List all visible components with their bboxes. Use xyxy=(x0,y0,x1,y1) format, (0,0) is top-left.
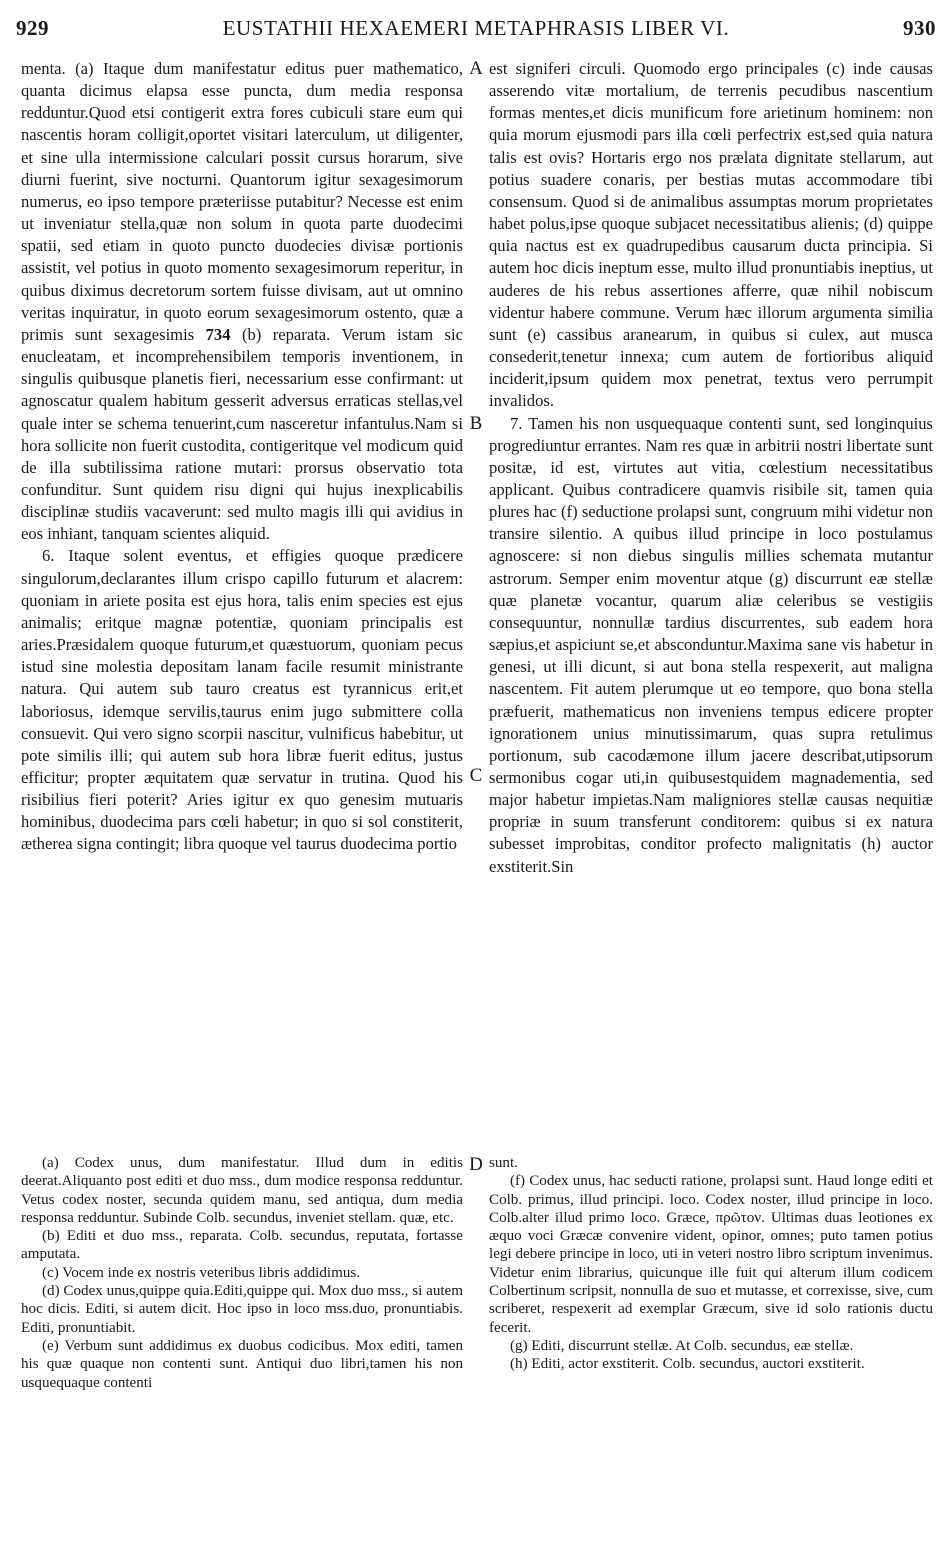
column-number: 734 xyxy=(205,324,231,344)
footnote: (b) Editi et duo mss., reparata. Colb. secundus, reputata, fortasse amputata. xyxy=(21,1228,463,1263)
footnote: (h) Editi, actor exstiterit. Colb. secundus, auctori exstiterit. xyxy=(510,1356,865,1373)
right-column xyxy=(489,58,933,878)
paragraph: est signiferi circuli. Quomodo ergo principales (c) inde causas asserendo vitæ mortalium, de terrenis pecudibus nascentium formas mentes,et dicis munificum fore arietinum hominem: non quia morum ejusmodi pars illa cœli perfectrix est,sed quia natura talis est ovis? Hortaris ergo nos prælata dignitate stellarum, aut potius suadere conaris, per bestias mutas accommodare tibi consensum. Quod si de animalibus assumptas morum proprietates habet polus,ipse quoque subjacet necessitatibus alienis; (d) quippe quia nactus est ex quadrupedibus causarum ducta principia. Si autem hoc dicis ineptum esse, multo illud pronuntiabis ineptius, ut auderes de his rebus assertiones afferre, quæ nihil nobiscum videntur habere commune. Verum hæc illorum argumenta similia sunt (e) cassibus aranearum, in quibus si culex, aut musca consederit,tenetur innexa; cum autem de fortioribus aliquid inciderit,ipsum quidem mox penetrat, textus vero perrumpit invalidos. xyxy=(489,59,933,411)
margin-letter-a: A xyxy=(469,58,483,79)
footnote: (g) Editi, discurrunt stellæ. At Colb. secundus, eæ stellæ. xyxy=(510,1337,854,1354)
footnote: (e) Verbum sunt addidimus ex duobus codicibus. Mox editi, tamen his quæ quaque non contenti sunt. Antiqui duo libri,tamen his non usquequaque contenti xyxy=(21,1337,463,1391)
paragraph: 6. Itaque solent eventus, et effigies quoque prædicere singulorum,declarantes illum crispo capillo futurum et alacrem: quoniam in ariete posita est ejus hora, talis enim species est ejus animalis; eritque magnæ potentiæ, quoniam principalis est aries.Præsidalem quoque futurum,et quæstuorum, quoniam pecus istud sine molestia depositam lanam facile resumit ministrante natura. Qui autem sub tauro creatus est tyrannicus erit,et laboriosus, idemque servilis,taurus enim jugo submittere colla consuevit. Qui vero signo scorpii nascitur, vulnificus habebitur, ut pote similis illi; qui autem sub hora libræ fuerit editus, justus efficitur; propter æquitatem quæ servatur in trutina. Quod his risibilius fieri poterit? Aries igitur ex quo genesim mutuaris hominibus, duodecima pars cœli habetur; in quo si sol constiterit, ætherea signa contingit; libra quoque vel taurus duodecima portio xyxy=(21,546,463,854)
footnote: (a) Codex unus, dum manifestatur. Illud dum in editis deerat.Aliquanto post editi et duo mss., dum modice responsa redduntur. Vetus codex noster, secunda quidem manu, sed antiqua, dum media responsa redduntur. Subinde Colb. secundus, inveniet stellam. quæ, etc. xyxy=(21,1155,463,1226)
margin-letter-d: D xyxy=(469,1154,483,1175)
footnote: (f) Codex unus, hac seducti ratione, prolapsi sunt. Haud longe editi et Colb. primus, illud principi. loco. Codex noster, illud principe in loco. Colb.alter illud primo loco. Græce, πρῶτον. Ultimas duas leotiones ex æquo voci Græcæ convenire vident, opinor, omnes; puto tamen potius legi debere principe in loco, uti in veteri nostro libro scriptum invenimus. Videtur enim librarius, quicunque ille fuit qui alterum illum codicem Colbertinum scripsit, nonnulla de suo et mutasse, et correxisse, sive, cum scriberet, respexerit ad exemplar Græcum, sive id solo rationis ductu fecerit. xyxy=(489,1173,933,1336)
running-title: EUSTATHII HEXAEMERI METAPHRASIS LIBER VI. xyxy=(222,16,730,40)
footnote-continuation: sunt. xyxy=(489,1155,518,1171)
footnote: (c) Vocem inde ex nostris veteribus libris addidimus. xyxy=(42,1264,361,1281)
margin-letter-b: B xyxy=(469,413,483,434)
left-column xyxy=(21,58,463,856)
paragraph-text: menta. (a) Itaque dum manifestatur editus puer mathematico, quanta dicimus elapsa esse puncta, dum media responsa redduntur.Quod etsi contigerit extra fores cubiculi stare eum qui nascentis horam colligit,oportet visitari laterculum, ut diligenter, et sine ulla intermissione calculari possit cursus horarum, sive diurni fuerint, sive nocturni. Quantorum igitur sexagesimorum numerus, eo ipso tempore præteriisse putabitur? Necesse est enim ut inveniatur stella,quæ non solum in quota parte duodecimi spatii, sed etiam in quoto puncto duodecies divisæ portionis assistit, vel potius in quoto momento sexagesimorum reperitur, in quibus diximus decretorum sortem fuisse divisam, aut ut omnino veritas inquiratur, in quoto eorum sexagesimorum ostento, quæ a primis sunt sexagesimis xyxy=(21,59,463,344)
paragraph-text: (b) reparata. Verum istam sic enucleatam, et incomprehensibilem temporis inventionem, in singulis quibusque planetis fieri, necessarium esse confirmant: ut agnoscatur qualem habitum gesserit adversus erraticas stellas,vel quale inter se schema tenuerint,cum nasceretur infantulus.Nam si hora sollicite non fuerit custodita, contigeritque vel modicum quid de illa subtilissima ratione mutari: prorsus observatio tota confunditur. Sunt quidem risu digni qui hujus inexplicabilis disciplinæ studiis vacaverunt: sed multo magis illi qui avidius in eos inhiant, tanquam scientes aliquid. xyxy=(21,324,463,544)
footnotes-right xyxy=(489,1154,933,1374)
page-number-left: 929 xyxy=(16,16,49,40)
page-number-right: 930 xyxy=(903,16,936,40)
running-header xyxy=(14,14,938,50)
margin-letter-c: C xyxy=(469,765,483,786)
paragraph: 7. Tamen his non usquequaque contenti sunt, sed longinquius progrediuntur errantes. Nam res quæ in arbitrii nostri libertate sunt positæ, id est, virtutes aut vitia, cœlestium necessitatibus applicant. Quibus contradicere quamvis risibile sit, tamen quia plures hac (f) seductione prolapsi sunt, congruum mihi videtur non transire silentio. A quibus illud principe in loco postulamus agnoscere: si non diebus singulis millies schemata mutantur astrorum. Semper enim moventur atque (g) discurrunt eæ stellæ quæ planetæ vocantur, quarum aliæ celeribus se vestigiis consequuntur, nonnullæ tardius discurrentes, sub eadem hora sæpius,et aspiciunt se,et absconduntur.Maxima sane vis habetur in genesi, ut illi dicunt, si aut bona stella respexerit, aut maligna nascentem. Fit autem plerumque ut eo tempore, quo bona stella præfuerit, mathematicus non inveniens tempus edicere propter ignorationem unius minutissimarum, quas supra retulimus portionum, sub cacodæmone illum jacere describat,utipsorum sermonibus cogar uti,in quibusestquidem magnadementia, sed major habetur impietas.Nam maligniores stellæ causas nequitiæ propriæ in suum transferunt conditorem: quibus si ex natura subesset improbitas, conditor profecto malignitatis (h) auctor exstiterit.Sin xyxy=(489,413,933,876)
footnote: (d) Codex unus,quippe quia.Editi,quippe qui. Mox duo mss., si autem hoc dicis. Editi, si autem dicit. Hoc ipso in loco mss.duo, pronuntiabis. Editi, pronuntiabit. xyxy=(21,1283,463,1336)
footnotes-left xyxy=(21,1154,463,1392)
paragraph xyxy=(21,58,463,545)
